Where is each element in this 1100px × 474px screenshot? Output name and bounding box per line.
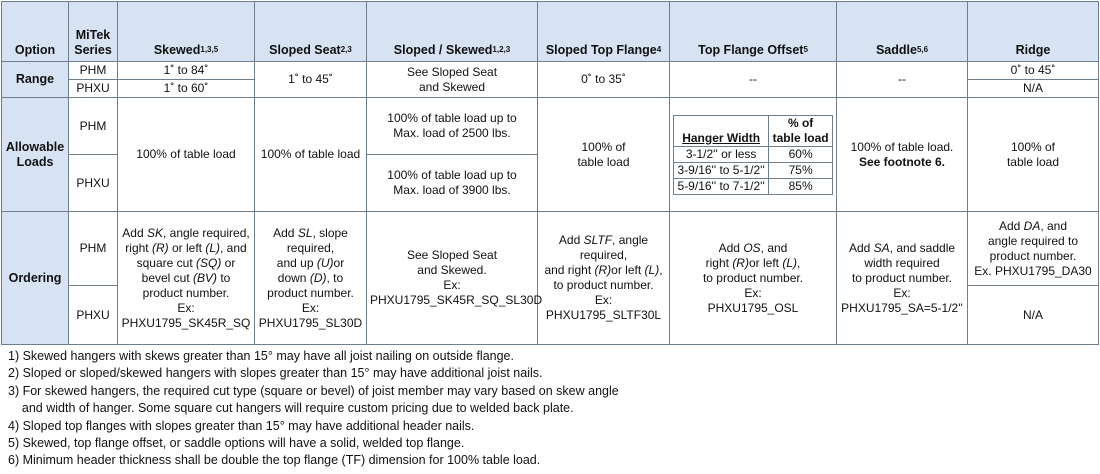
range-ridge-phxu: N/A [968,80,1099,98]
footnote: 6) Minimum header thickness shall be double the top flange (TF) dimension for 100% table load. [8,453,541,468]
col-ridge: Ridge [968,2,1099,62]
range-top-flange-offset: -- [670,62,837,98]
col-mitek-series: MiTek Series [69,2,118,62]
allowable-ridge: 100% of table load [968,98,1099,212]
range-skewed-phxu: 1˚ to 60˚ [118,80,255,98]
ordering-saddle: Add SA, and saddle width required to product number. Ex: PHXU1795_SA=5-1/2'' [837,212,968,345]
hanger-width-heading: Hanger Width [674,115,769,146]
footnote: 3) For skewed hangers, the required cut type (square or bevel) of joist member may vary based on skew angle [8,383,619,398]
series-cell: PHXU [69,286,118,345]
footnotes [8,348,619,470]
allowable-saddle: 100% of table load. See footnote 6. [837,98,968,212]
range-sloped-top-flange: 0˚ to 35˚ [538,62,670,98]
options-table [1,1,1099,345]
col-option: Option [2,2,69,62]
list-item: 5-9/16'' to 7-1/2'' 85% [674,178,833,194]
ordering-sloped-top-flange: Add SLTF, angle required, and right (R)or left (L), to product number. Ex: PHXU1795_SLTF30L [538,212,670,345]
range-saddle: -- [837,62,968,98]
list-item: 3-1/2'' or less 60% [674,146,833,162]
range-ridge-phm: 0˚ to 45˚ [968,62,1099,80]
allowable-sloped-skewed-phxu: 100% of table load up to Max. load of 3900 lbs. [367,155,538,212]
ordering-row-phm [2,212,1099,286]
allowable-row-phm [2,98,1099,155]
col-skewed: Skewed$^{1,3,5}$ [118,2,255,62]
header-row [2,2,1099,62]
col-sloped-skewed: Sloped / Skewed$^{1,2,3}$ [367,2,538,62]
series-cell: PHM [69,62,118,80]
range-row-phm [2,62,1099,80]
ordering-ridge-phm: Add DA, and angle required to product number. Ex. PHXU1795_DA30 [968,212,1099,286]
ordering-sloped-seat: Add SL, slope required, and up (U)or down (D), to product number. Ex: PHXU1795_SL30D [255,212,367,345]
footnote: 2) Sloped or sloped/skewed hangers with slopes greater than 15° may have additional joist nails. [8,366,543,381]
hanger-width-table [673,115,833,195]
ordering-top-flange-offset: Add OS, and right (R)or left (L), to product number. Ex: PHXU1795_OSL [670,212,837,345]
footnote: 4) Sloped top flanges with slopes greater than 15° may have additional header nails. [8,418,475,433]
allowable-sloped-top-flange: 100% of table load [538,98,670,212]
ordering-label: Ordering [2,212,69,345]
list-item: 3-9/16'' to 5-1/2'' 75% [674,162,833,178]
range-skewed-phm: 1˚ to 84˚ [118,62,255,80]
allowable-label: Allowable Loads [2,98,69,212]
range-label: Range [2,62,69,98]
range-sloped-seat: 1˚ to 45˚ [255,62,367,98]
ordering-ridge-phxu: N/A [968,286,1099,345]
series-cell: PHXU [69,80,118,98]
footnote: 5) Skewed, top flange offset, or saddle options will have a solid, welded top flange. [8,436,465,451]
range-sloped-skewed: See Sloped Seat and Skewed [367,62,538,98]
ordering-sloped-skewed: See Sloped Seat and Skewed. Ex: PHXU1795_SK45R_SQ_SL30D [367,212,538,345]
footnote: 1) Skewed hangers with skews greater than 15° may have all joist nailing on outside flange. [8,349,514,363]
col-saddle: Saddle$^{5,6}$ [837,2,968,62]
allowable-skewed: 100% of table load [118,98,255,212]
ordering-skewed: Add SK, angle required, right (R) or left (L), and square cut (SQ) or bevel cut (BV) to product number. Ex: PHXU1795_SK45R_SQ [118,212,255,345]
allowable-sloped-skewed-phm: 100% of table load up to Max. load of 2500 lbs. [367,98,538,155]
col-sloped-seat: Sloped Seat$^{2,3}$ [255,2,367,62]
series-cell: PHM [69,98,118,155]
col-top-flange-offset: Top Flange Offset$^5$ [670,2,837,62]
col-sloped-top-flange: Sloped Top Flange$^4$ [538,2,670,62]
footnote: and width of hanger. Some square cut hangers will require custom pricing due to welded back plate. [8,401,574,416]
hanger-width-header [674,115,833,146]
series-cell: PHXU [69,155,118,212]
allowable-sloped-seat: 100% of table load [255,98,367,212]
series-cell: PHM [69,212,118,286]
allowable-top-flange-offset [670,98,837,212]
pct-heading: % of table load [769,115,833,146]
